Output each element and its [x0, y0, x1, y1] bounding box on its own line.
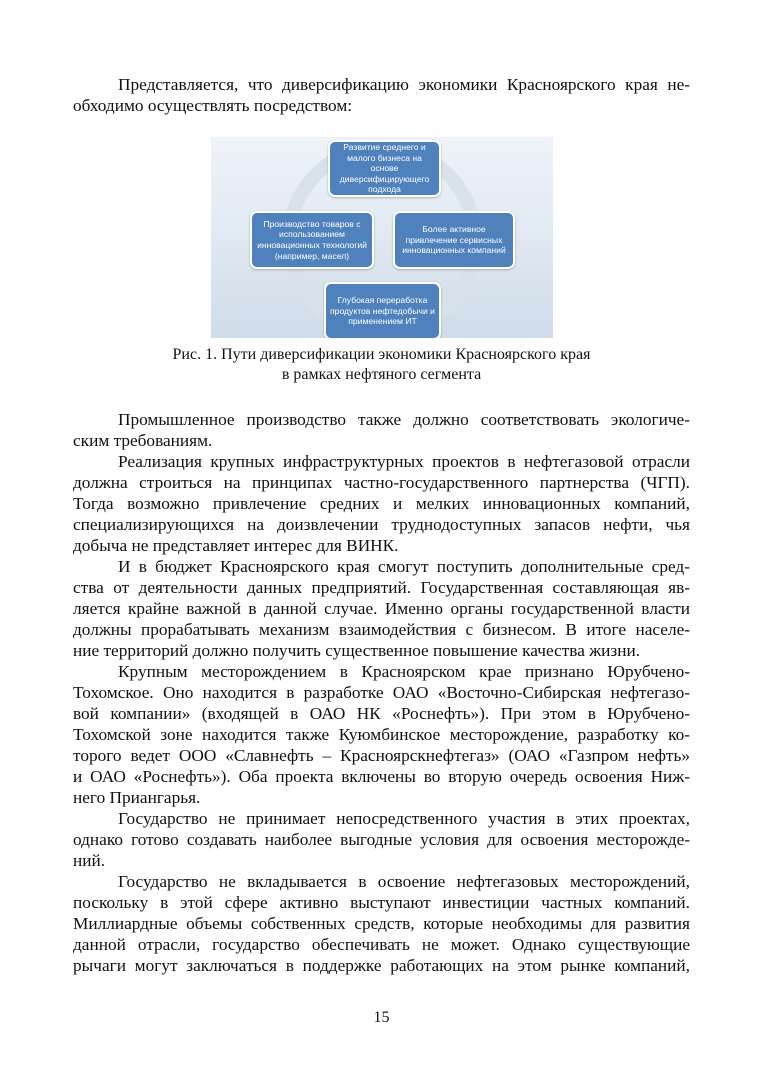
diversification-diagram [211, 137, 553, 338]
page-number: 15 [373, 1009, 390, 1026]
diagram-box-bottom: Глубокая переработка продуктов нефтедобычи и применением ИТ [324, 282, 441, 338]
caption-line-1: Рис. 1. Пути диверсификации экономики Красноярского края [172, 346, 591, 363]
text-line: Государство не вкладывается в освоение нефтегазовых месторождений, [118, 872, 690, 891]
intro-paragraph [73, 74, 690, 116]
text-line: ляется крайне важной в данной случае. Именно органы государственной власти [73, 599, 690, 618]
text-line: ние территорий должно получить существенное повышение качества жизни. [73, 641, 641, 660]
paragraph [73, 808, 690, 871]
text-line: ний. [73, 851, 106, 870]
text-line: Реализация крупных инфраструктурных проектов в нефтегазовой отрасли [118, 452, 690, 471]
text-line: рычаги могут заключаться в поддержке работающих на этом рынке компаний, [73, 956, 690, 975]
text-line: ским требованиям. [73, 431, 213, 450]
text-line: И в бюджет Красноярского края смогут поступить дополнительные сред- [118, 557, 690, 576]
text-line: него Приангарья. [73, 788, 201, 807]
paragraph [73, 409, 690, 451]
paragraph [73, 871, 690, 976]
figure-caption [73, 345, 690, 385]
paragraph [73, 451, 690, 556]
text-line: Промышленное производство также должно соответствовать экологиче- [118, 410, 690, 429]
text-line: однако готово создавать наиболее выгодные условия для освоения месторожде- [73, 830, 690, 849]
text-line: должна строиться на принципах частно-государственного партнерства (ЧГП). [73, 473, 690, 492]
text-line: Государство не принимает непосредственного участия в этих проектах, [118, 809, 690, 828]
paragraph [73, 661, 690, 808]
diagram-box-right: Более активное привлечение сервисных инновационных компаний [393, 211, 515, 269]
text-line: Тохомское. Оно находится в разработке ОАО «Восточно-Сибирская нефтегазо- [73, 683, 690, 702]
caption-line-2: в рамках нефтяного сегмента [281, 366, 482, 383]
text-line: данной отрасли, государство обеспечивать не может. Однако существующие [73, 935, 690, 954]
text-line: добыча не представляет интерес для ВИНК. [73, 536, 399, 555]
text-line: Тогда возможно привлечение средних и мелких инновационных компаний, [73, 494, 690, 513]
text-line: Крупным месторождением в Красноярском крае признано Юрубчено- [118, 662, 690, 681]
text-line: и ОАО «Роснефть»). Оба проекта включены во вторую очередь освоения Ниж- [73, 767, 690, 786]
text-line: Миллиардные объемы собственных средств, которые необходимы для развития [73, 914, 690, 933]
text-line: должны прорабатывать механизм взаимодействия с бизнесом. В итоге населе- [73, 620, 690, 639]
text-line: поскольку в этой сфере активно выступают инвестиции частных компаний. [73, 893, 690, 912]
text-line: Представляется, что диверсификацию экономики Красноярского края не- [118, 75, 690, 94]
diagram-box-left: Производство товаров с использованием инновационных технологий (например, масел) [250, 211, 374, 269]
paragraph [73, 556, 690, 661]
text-line: вой компании» (входящей в ОАО НК «Роснефть»). При этом в Юрубчено- [73, 704, 690, 723]
diagram-box-top: Развитие среднего и малого бизнеса на основе диверсифицирующего подхода [328, 140, 441, 197]
text-line: ства от деятельности данных предприятий. Государственная составляющая яв- [73, 578, 690, 597]
text-line: обходимо осуществлять посредством: [73, 96, 353, 115]
text-line: специализирующихся на доизвлечении труднодоступных запасов нефти, чья [73, 515, 690, 534]
text-line: Тохомской зоне находится также Куюмбинское месторождение, разработку ко- [73, 725, 690, 744]
text-line: торого ведет ООО «Славнефть – Красноярскнефтегаз» (ОАО «Газпром нефть» [73, 746, 690, 765]
